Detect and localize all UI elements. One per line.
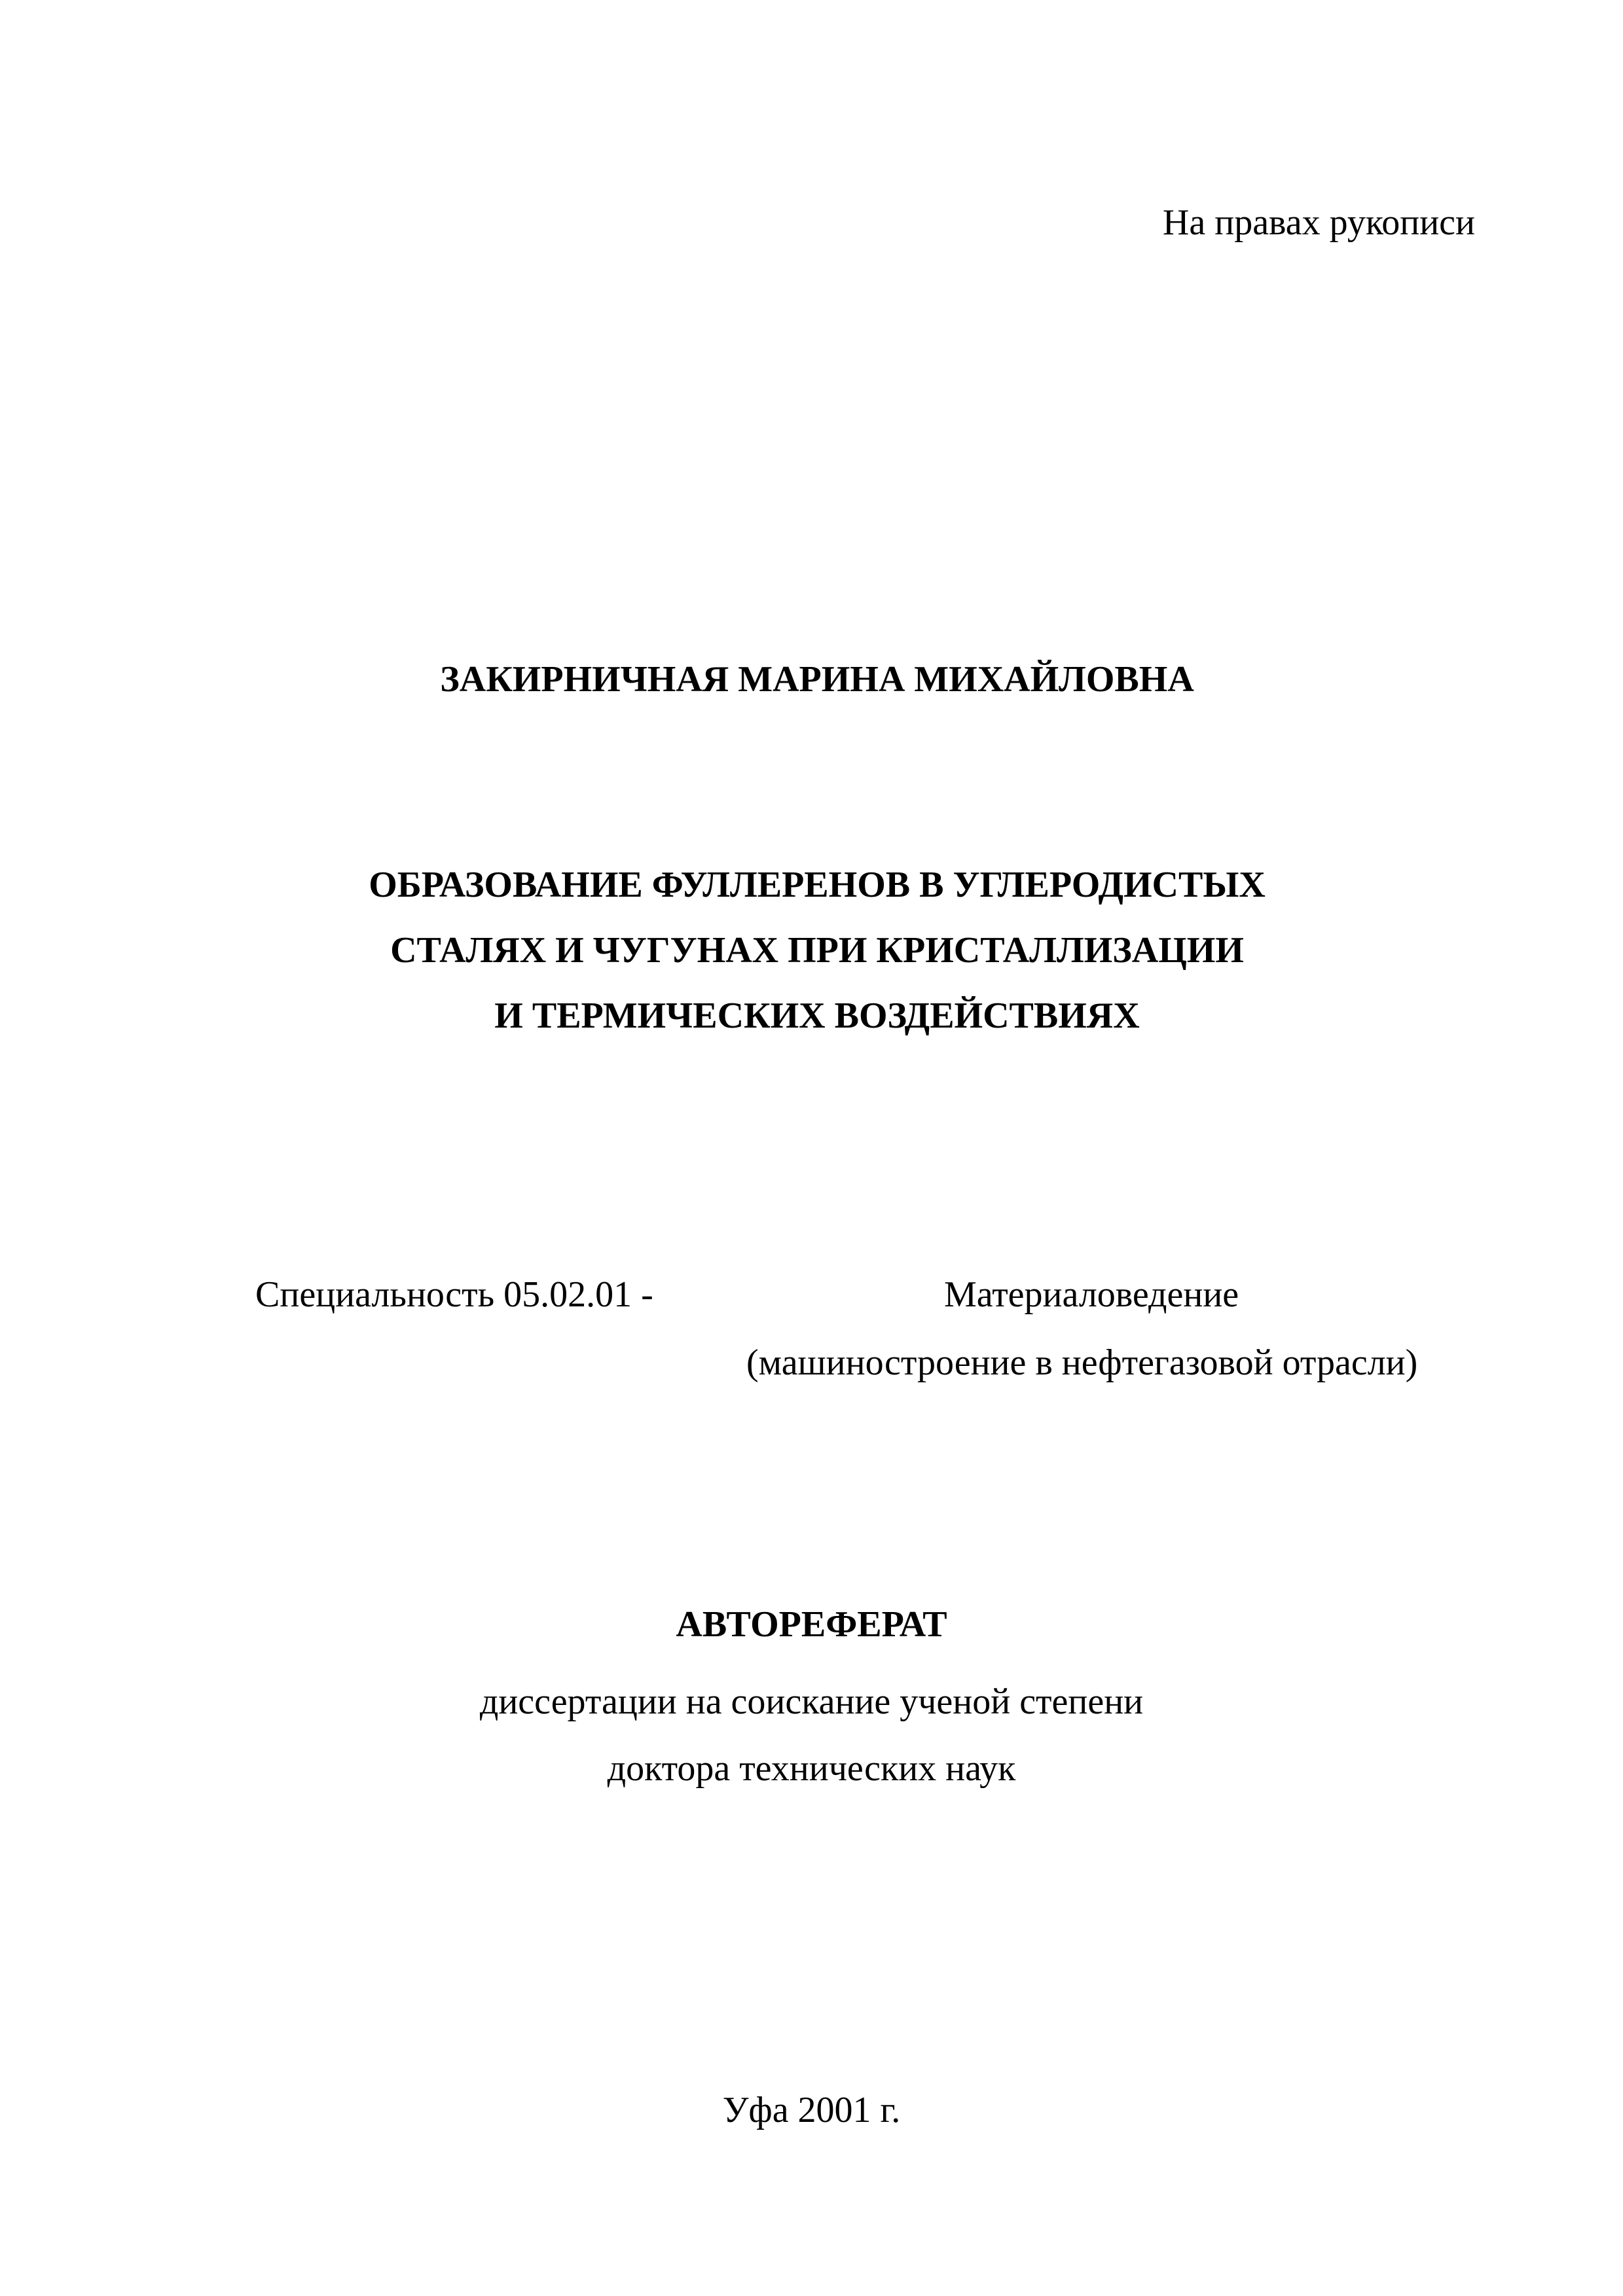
- manuscript-rights-note: На правах рукописи: [1162, 202, 1475, 243]
- title-line-2: СТАЛЯХ И ЧУГУНАХ ПРИ КРИСТАЛЛИЗАЦИИ: [390, 930, 1244, 971]
- dissertation-title: [162, 852, 1472, 1049]
- abstract-description-line-1: диссертации на соискание ученой степени: [479, 1681, 1144, 1722]
- title-line-1: ОБРАЗОВАНИЕ ФУЛЛЕРЕНОВ В УГЛЕРОДИСТЫХ: [369, 865, 1266, 905]
- abstract-heading: АВТОРЕФЕРАТ: [676, 1604, 947, 1645]
- author-name: ЗАКИРНИЧНАЯ МАРИНА МИХАЙЛОВНА: [440, 659, 1194, 700]
- specialty-label: Специальность 05.02.01 -: [255, 1274, 653, 1315]
- abstract-description-line-2: доктора технических наук: [607, 1748, 1016, 1789]
- title-line-3: И ТЕРМИЧЕСКИХ ВОЗДЕЙСТВИЯХ: [494, 996, 1140, 1036]
- specialty-name: Материаловедение: [944, 1274, 1239, 1315]
- city-year: Уфа 2001 г.: [722, 2090, 901, 2130]
- specialty-subtitle: (машиностроение в нефтегазовой отрасли): [746, 1342, 1418, 1383]
